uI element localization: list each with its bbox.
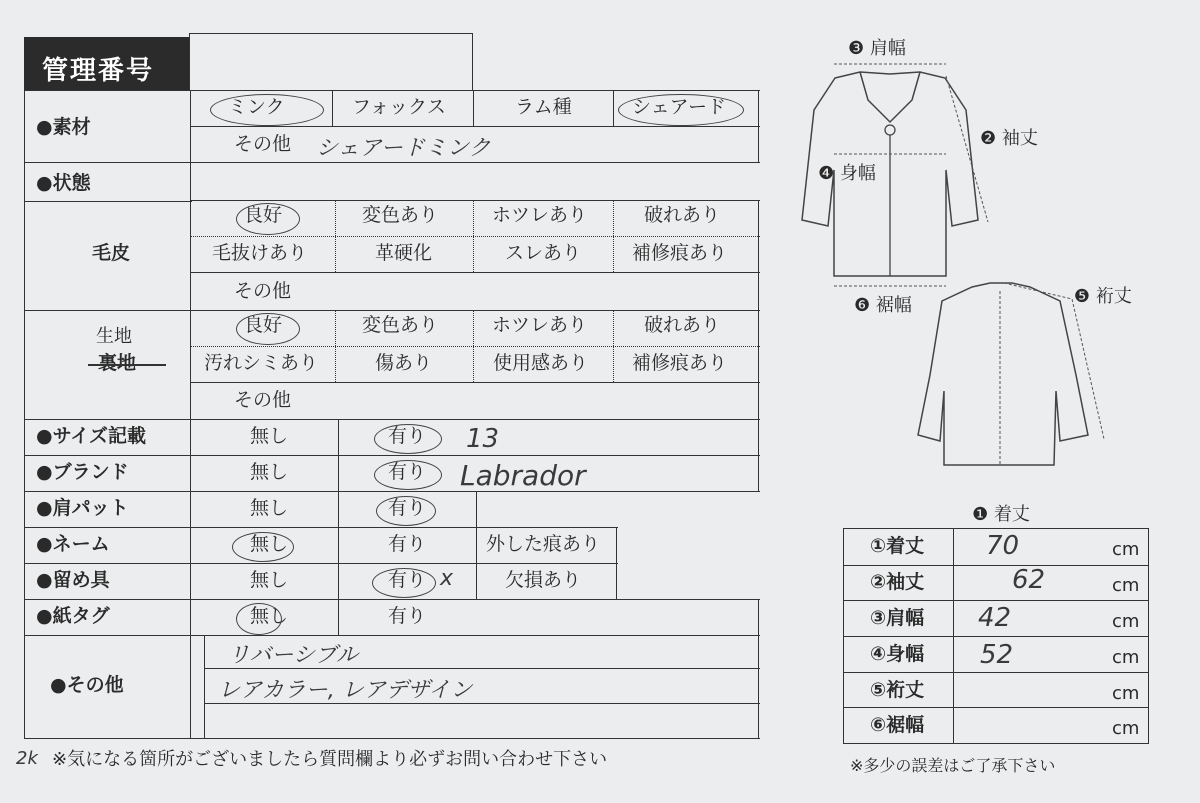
row-value[interactable]: 42 (978, 603, 1012, 633)
brand-label: ●ブランド (36, 461, 129, 483)
fur-tear[interactable]: 破れあり (644, 204, 721, 226)
row-unit: cm (1112, 611, 1140, 632)
material-option-fox[interactable]: フォックス (352, 96, 446, 118)
size-none[interactable]: 無し (250, 425, 289, 447)
measurement-note: ※多少の誤差はご了承下さい (850, 756, 1056, 775)
fur-discolor[interactable]: 変色あり (362, 204, 439, 226)
row-label: ②袖丈 (870, 571, 925, 593)
fur-repair[interactable]: 補修痕あり (632, 242, 728, 264)
fabric-discolor[interactable]: 変色あり (362, 314, 439, 336)
row-label: ⑥裾幅 (870, 714, 925, 736)
selected-circle-brand-yes (374, 460, 442, 490)
paper-tag-label: ●紙タグ (36, 605, 110, 627)
fur-other-label: その他 (234, 280, 292, 302)
brand-note: Labrador (460, 459, 586, 492)
fastener-mark: x (440, 566, 454, 591)
size-yes[interactable]: 有り (388, 425, 427, 447)
fabric-stain[interactable]: 汚れシミあり (204, 352, 319, 374)
row-value[interactable]: 70 (986, 531, 1020, 561)
selected-circle-size-yes (374, 424, 442, 454)
row-unit: cm (1112, 539, 1140, 560)
brand-none[interactable]: 無し (250, 461, 289, 483)
selected-circle-paper-tag-none (236, 603, 282, 635)
fur-leather-hard[interactable]: 革硬化 (375, 242, 433, 264)
fur-shedding[interactable]: 毛抜けあり (212, 242, 308, 264)
row-unit: cm (1112, 575, 1140, 596)
selected-circle-fabric-good (236, 313, 300, 345)
selected-circle-fur-good (236, 203, 300, 235)
row-value[interactable]: 52 (980, 640, 1014, 670)
fur-good[interactable]: 良好 (244, 204, 283, 226)
fastener-yes[interactable]: 有り (388, 569, 427, 591)
shoulder-pad-none[interactable]: 無し (250, 497, 289, 519)
shoulder-pad-yes[interactable]: 有り (388, 497, 427, 519)
name-tag-removed[interactable]: 外した痕あり (486, 533, 601, 555)
fabric-scratch[interactable]: 傷あり (375, 352, 433, 374)
diagram-yuki-label: ❺ 裄丈 (1074, 286, 1132, 307)
fur-fray[interactable]: ホツレあり (492, 204, 588, 226)
other-line2: レアカラー, レアデザイン (218, 678, 473, 703)
material-option-mink[interactable]: ミンク (228, 96, 285, 118)
diagram-shoulder-label: ❸ 肩幅 (848, 38, 906, 59)
footer-prefix: 2k (16, 748, 38, 769)
coat-drawing-back (900, 275, 1120, 505)
fabric-fray[interactable]: ホツレあり (492, 314, 588, 336)
fabric-tear[interactable]: 破れあり (644, 314, 721, 336)
fastener-label: ●留め具 (36, 569, 110, 591)
material-other-note: シェアードミンク (316, 136, 491, 161)
material-option-sheared[interactable]: シェアード (632, 96, 727, 118)
row-value[interactable]: 62 (1012, 565, 1046, 595)
fur-label: 毛皮 (92, 242, 131, 264)
diagram-hem-label: ❻ 裾幅 (854, 295, 912, 316)
fabric-label-handwritten: 生地 (96, 326, 132, 347)
selected-circle-mink (210, 94, 324, 126)
fabric-repair[interactable]: 補修痕あり (632, 352, 728, 374)
size-note: 13 (466, 424, 500, 454)
fastener-none[interactable]: 無し (250, 569, 289, 591)
row-label: ③肩幅 (870, 607, 925, 629)
name-tag-none[interactable]: 無し (250, 533, 289, 555)
management-number-label: 管理番号 (42, 56, 155, 86)
paper-tag-none[interactable]: 無し (250, 605, 289, 627)
fur-rub[interactable]: スレあり (505, 242, 582, 264)
material-label: ●素材 (36, 116, 91, 138)
fabric-label-struck: 裏地 (98, 352, 137, 374)
condition-label: ●状態 (36, 172, 91, 194)
other-line1: リバーシブル (228, 643, 359, 668)
management-number-field[interactable] (189, 33, 473, 91)
strikethrough-line (88, 364, 166, 366)
selected-circle-fastener-yes (372, 568, 436, 598)
material-option-lamb[interactable]: ラム種 (515, 96, 572, 118)
row-label: ①着丈 (870, 535, 925, 557)
selected-circle-shoulder-pad-yes (376, 496, 436, 526)
coat-drawing-front (780, 50, 1000, 310)
brand-yes[interactable]: 有り (388, 461, 427, 483)
diagram-length-label: ❶ 着丈 (972, 504, 1030, 525)
paper-tag-yes[interactable]: 有り (388, 605, 427, 627)
name-tag-label: ●ネーム (36, 533, 110, 555)
selected-circle-sheared (618, 94, 744, 126)
footer-note: ※気になる箇所がございましたら質問欄より必ずお問い合わせ下さい (52, 749, 608, 770)
row-unit: cm (1112, 647, 1140, 668)
fastener-damaged[interactable]: 欠損あり (505, 569, 582, 591)
row-unit: cm (1112, 718, 1140, 739)
other-label: ●その他 (50, 674, 124, 696)
selected-circle-name-none (232, 532, 294, 562)
row-label: ④身幅 (870, 643, 925, 665)
diagram-sleeve-label: ❷ 袖丈 (980, 128, 1038, 149)
material-other-label: その他 (234, 133, 292, 155)
fabric-other-label: その他 (234, 389, 292, 411)
row-unit: cm (1112, 683, 1140, 704)
fabric-used[interactable]: 使用感あり (493, 352, 589, 374)
fabric-good[interactable]: 良好 (244, 314, 283, 336)
diagram-body-width-label: ❹ 身幅 (818, 163, 876, 184)
name-tag-yes[interactable]: 有り (388, 533, 427, 555)
shoulder-pad-label: ●肩パット (36, 497, 129, 519)
row-label: ⑤裄丈 (870, 679, 925, 701)
size-label: ●サイズ記載 (36, 425, 147, 447)
